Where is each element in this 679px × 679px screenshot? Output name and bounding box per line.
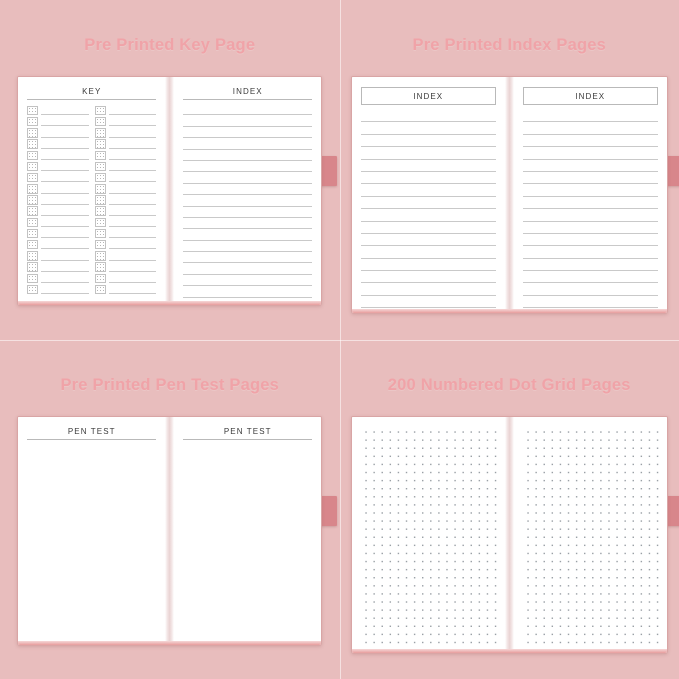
key-row [95,171,157,182]
key-write-line [41,227,89,238]
key-symbol-box [27,206,38,215]
key-write-line [41,115,89,126]
ruled-line [183,104,312,115]
page-header-index-left: INDEX [361,87,496,105]
key-symbol-box [95,229,106,238]
key-symbol-box [27,229,38,238]
key-write-line [109,249,157,260]
key-write-line [109,272,157,283]
ruled-line [183,115,312,126]
notebook-spine [165,417,174,645]
ruled-line [361,172,496,184]
open-notebook [17,76,322,306]
key-column [95,104,157,294]
ruled-line [523,160,658,172]
ruled-line [523,283,658,295]
ruled-line [523,184,658,196]
page-header-pen-test-right: PEN TEST [183,427,312,440]
ruled-line [361,246,496,258]
key-row [95,238,157,249]
key-symbol-box [95,117,106,126]
ruled-line [523,209,658,221]
open-notebook [17,416,322,646]
key-columns [27,104,156,294]
ruled-line [183,263,312,274]
bookmark-ribbon [320,496,337,526]
notebook-page-left [352,77,505,313]
panel-title: Pre Printed Key Page [84,36,256,54]
ruled-line [361,197,496,209]
panel-title: Pre Printed Pen Test Pages [60,375,280,394]
open-notebook [351,416,668,654]
key-row [95,283,157,294]
key-write-line [41,160,89,171]
notebook-page-left [18,77,165,305]
key-write-line [41,104,89,115]
key-symbol-box [95,240,106,249]
notebook-page-right [174,417,321,645]
key-symbol-box [27,195,38,204]
ruled-line [523,110,658,122]
ruled-line [183,229,312,240]
blank-writing-area [27,444,156,645]
ruled-line [523,122,658,134]
ruled-lines [361,110,496,313]
notebook-page-right [174,77,321,305]
page-header-key: KEY [27,87,156,100]
key-symbol-box [27,262,38,271]
key-write-line [109,104,157,115]
key-write-line [109,126,157,137]
ruled-line [361,110,496,122]
key-write-line [109,216,157,227]
key-symbol-box [27,106,38,115]
key-write-line [109,160,157,171]
ruled-line [361,160,496,172]
key-row [95,194,157,205]
bookmark-ribbon [320,156,337,186]
ruled-line [183,150,312,161]
key-write-line [109,149,157,160]
ruled-line [183,195,312,206]
key-row [27,249,89,260]
ruled-line [183,138,312,149]
key-write-line [41,182,89,193]
ruled-line [523,259,658,271]
key-row [27,194,89,205]
panel-index-pages [340,0,679,340]
ruled-line [523,197,658,209]
key-symbol-box [95,218,106,227]
notebook-page-right [514,417,667,653]
key-write-line [109,138,157,149]
ruled-line [183,127,312,138]
ruled-line [361,271,496,283]
ruled-line [361,122,496,134]
key-write-line [109,194,157,205]
ruled-line [183,161,312,172]
ruled-line [183,172,312,183]
ruled-line [183,218,312,229]
blank-writing-area [183,444,312,645]
key-row [95,160,157,171]
notebook-image-dot-grid [351,416,668,654]
key-row [27,238,89,249]
notebook-image-key [17,76,322,306]
key-row [95,205,157,216]
key-row [95,216,157,227]
notebook-bottom-edge [18,641,321,645]
key-write-line [109,227,157,238]
notebook-bottom-edge [352,309,667,313]
key-symbol-box [95,151,106,160]
key-symbol-box [27,139,38,148]
key-symbol-box [95,262,106,271]
key-symbol-box [27,151,38,160]
key-write-line [109,115,157,126]
ruled-line [523,147,658,159]
key-symbol-box [95,173,106,182]
key-row [27,216,89,227]
key-symbol-box [95,285,106,294]
key-write-line [109,205,157,216]
panel-dot-grid-pages [340,340,679,679]
key-row [27,160,89,171]
key-write-line [109,261,157,272]
key-row [95,182,157,193]
ruled-line [523,246,658,258]
key-symbol-box [27,274,38,283]
ruled-line [183,184,312,195]
ruled-line [523,135,658,147]
key-write-line [41,261,89,272]
ruled-line [523,222,658,234]
key-write-line [41,138,89,149]
key-row [95,272,157,283]
key-write-line [41,283,89,294]
key-row [95,138,157,149]
ruled-lines [183,104,312,305]
key-row [95,149,157,160]
key-row [27,205,89,216]
key-symbol-box [95,162,106,171]
key-symbol-box [27,218,38,227]
key-write-line [41,216,89,227]
ruled-line [361,209,496,221]
key-row [95,249,157,260]
key-write-line [109,238,157,249]
key-row [27,272,89,283]
ruled-line [523,296,658,308]
key-row [27,138,89,149]
key-write-line [41,272,89,283]
key-row [27,115,89,126]
ruled-line [523,172,658,184]
page-header-pen-test-left: PEN TEST [27,427,156,440]
key-write-line [109,283,157,294]
ruled-line [361,184,496,196]
key-symbol-box [27,117,38,126]
notebook-page-left [18,417,165,645]
key-symbol-box [27,251,38,260]
key-symbol-box [27,240,38,249]
ruled-line [361,283,496,295]
horizontal-divider [0,340,679,341]
key-symbol-box [27,162,38,171]
ruled-line [361,147,496,159]
key-row [27,149,89,160]
ruled-line [183,275,312,286]
key-row [95,115,157,126]
key-row [95,261,157,272]
notebook-spine [505,77,514,313]
panel-title: Pre Printed Index Pages [412,36,606,54]
key-column [27,104,89,294]
key-symbol-box [95,106,106,115]
key-row [95,227,157,238]
page-header-index-right: INDEX [523,87,658,105]
open-notebook [351,76,668,314]
key-symbol-box [95,195,106,204]
ruled-line [361,222,496,234]
ruled-line [183,252,312,263]
key-symbol-box [27,173,38,182]
ruled-line [183,241,312,252]
dot-grid-area [522,426,659,644]
key-row [27,283,89,294]
key-symbol-box [95,184,106,193]
ruled-line [361,296,496,308]
key-symbol-box [95,251,106,260]
key-write-line [109,171,157,182]
key-write-line [41,126,89,137]
ruled-line [523,234,658,246]
panel-key-page [0,0,340,340]
key-write-line [41,205,89,216]
key-symbol-box [27,285,38,294]
ruled-line [361,234,496,246]
key-symbol-box [95,206,106,215]
notebook-page-left [352,417,505,653]
key-row [27,104,89,115]
notebook-bottom-edge [352,649,667,653]
panel-pen-test-pages [0,340,340,679]
panel-title: 200 Numbered Dot Grid Pages [387,375,631,394]
ruled-line [183,207,312,218]
key-symbol-box [27,184,38,193]
ruled-line [361,135,496,147]
ruled-line [183,286,312,297]
key-write-line [41,238,89,249]
key-row [27,126,89,137]
key-row [95,126,157,137]
notebook-image-pen-test [17,416,322,646]
key-symbol-box [95,274,106,283]
key-row [27,261,89,272]
key-write-line [41,249,89,260]
key-row [95,104,157,115]
ruled-line [361,259,496,271]
ruled-lines [523,110,658,313]
notebook-spine [505,417,514,653]
key-row [27,182,89,193]
key-symbol-box [95,128,106,137]
notebook-image-index [351,76,668,314]
notebook-page-right [514,77,667,313]
notebook-bottom-edge [18,301,321,305]
key-write-line [109,182,157,193]
notebook-spine [165,77,174,305]
key-symbol-box [95,139,106,148]
key-write-line [41,194,89,205]
dot-grid-area [360,426,497,644]
key-symbol-box [27,128,38,137]
key-write-line [41,171,89,182]
key-row [27,227,89,238]
ruled-line [523,271,658,283]
key-write-line [41,149,89,160]
key-row [27,171,89,182]
page-header-index: INDEX [183,87,312,100]
